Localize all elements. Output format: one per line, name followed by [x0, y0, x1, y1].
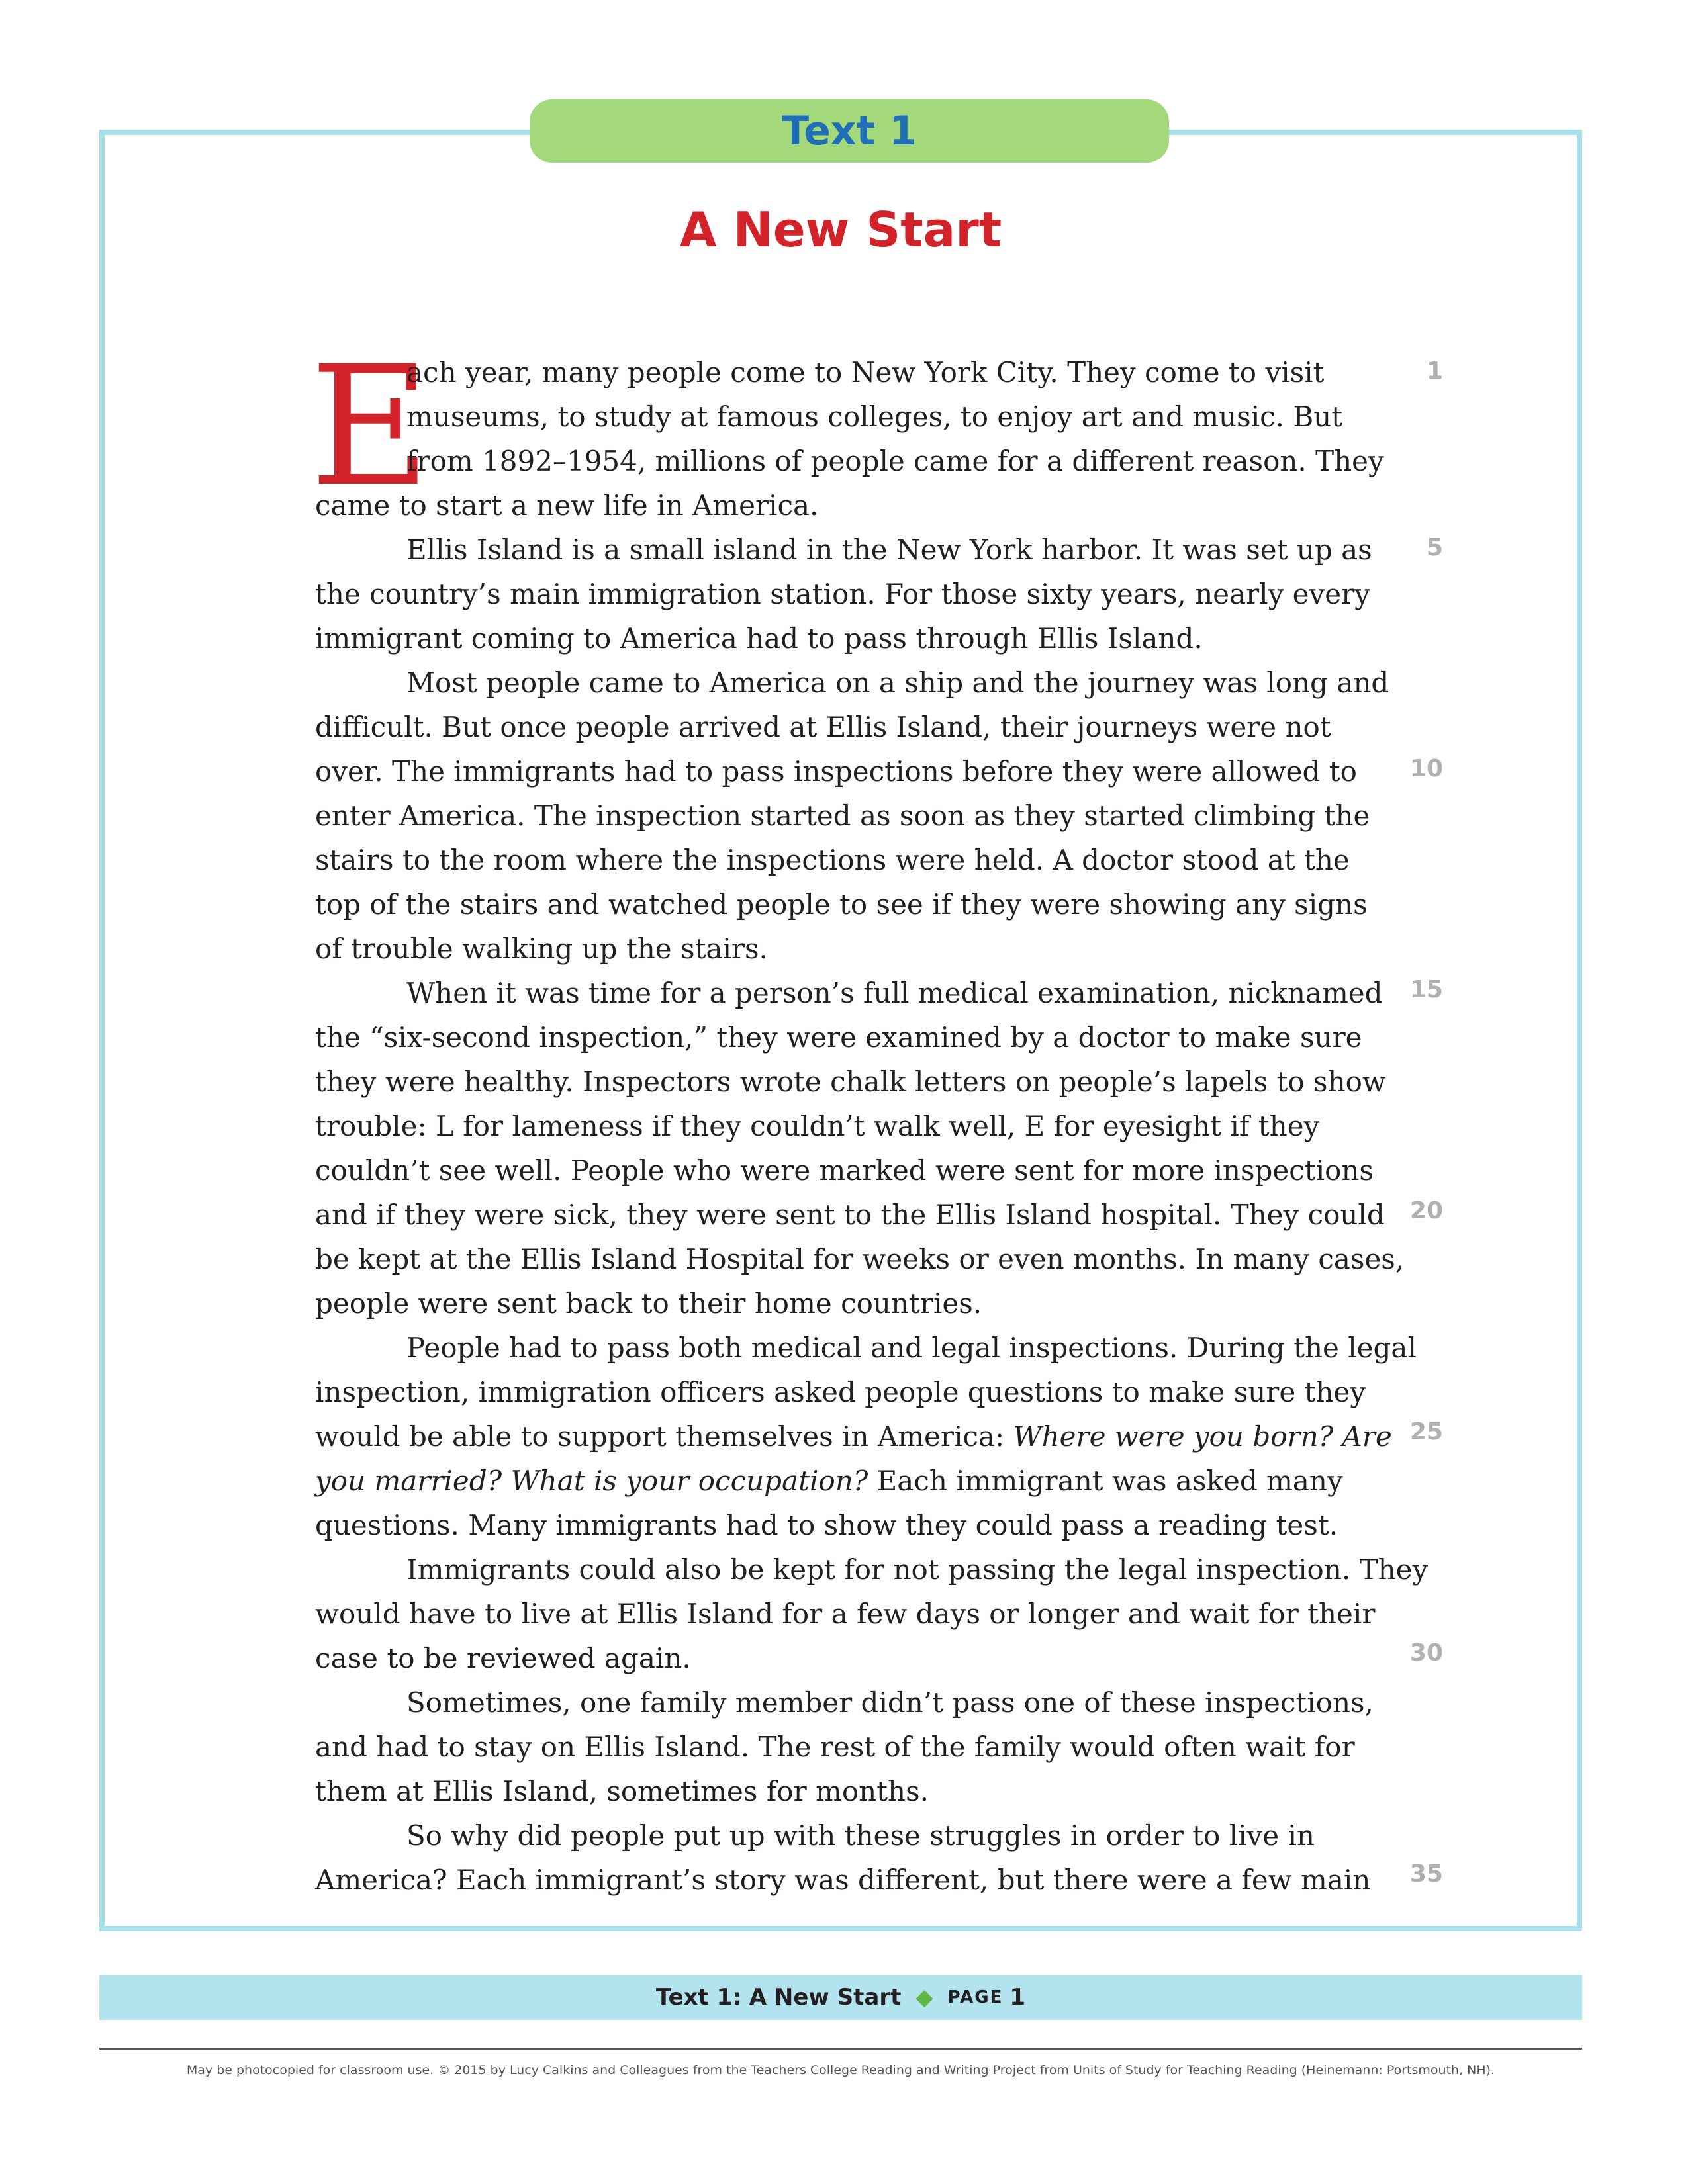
passage-line: America? Each immigrant’s story was different, but there were a few main — [315, 1864, 1371, 1896]
passage-italic: you married? What is your occupation? — [315, 1465, 868, 1497]
line-number: 10 — [1409, 755, 1443, 782]
passage-line: be kept at the Ellis Island Hospital for weeks or even months. In many cases, — [315, 1243, 1405, 1275]
footer-page-number: 1 — [1009, 1984, 1026, 2011]
line-number: 5 — [1426, 534, 1443, 561]
passage-line: couldn’t see well. People who were marked were sent for more inspections — [315, 1154, 1374, 1187]
passage-line: Immigrants could also be kept for not passing the legal inspection. They — [406, 1553, 1429, 1586]
passage-line: would have to live at Ellis Island for a few days or longer and wait for their — [315, 1598, 1376, 1630]
footer-band — [99, 1975, 1582, 2020]
passage-line: questions. Many immigrants had to show they could pass a reading test. — [315, 1509, 1338, 1541]
passage-line: difficult. But once people arrived at Ellis Island, their journeys were not — [315, 711, 1331, 743]
footer-page-label: PAGE — [947, 1987, 1004, 2007]
passage-line: the country’s main immigration station. For those sixty years, nearly every — [315, 578, 1370, 610]
passage-text: Each immigrant was asked many — [868, 1465, 1343, 1497]
passage-line: stairs to the room where the inspections were held. A doctor stood at the — [315, 844, 1350, 876]
line-number: 15 — [1409, 976, 1443, 1003]
drop-cap: E — [310, 330, 431, 523]
passage-line: trouble: L for lameness if they couldn’t walk well, E for eyesight if they — [315, 1110, 1320, 1142]
passage-line: inspection, immigration officers asked people questions to make sure they — [315, 1376, 1366, 1408]
text-tab — [530, 99, 1169, 163]
passage-line: When it was time for a person’s full medical examination, nicknamed — [406, 977, 1383, 1009]
text-tab-label: Text 1 — [782, 108, 917, 154]
passage-line: case to be reviewed again. — [315, 1642, 691, 1674]
passage-line: came to start a new life in America. — [315, 489, 819, 522]
passage-line: the “six-second inspection,” they were examined by a doctor to make sure — [315, 1021, 1362, 1054]
line-number: 30 — [1409, 1639, 1443, 1666]
line-number: 35 — [1409, 1860, 1443, 1888]
passage-line: people were sent back to their home countries. — [315, 1287, 982, 1320]
passage-line — [315, 1459, 1387, 1503]
copyright-notice: May be photocopied for classroom use. © 2015 by Lucy Calkins and Colleagues from the Teachers College Reading and Writing Project from Units of Study for Teaching Reading (Heinemann: Portsmouth, NH). — [186, 2063, 1495, 2077]
line-number: 25 — [1409, 1418, 1443, 1445]
passage-line: Ellis Island is a small island in the New York harbor. It was set up as — [406, 533, 1372, 566]
line-number: 1 — [1426, 357, 1443, 385]
passage-line: So why did people put up with these struggles in order to live in — [406, 1819, 1315, 1852]
passage-line: Most people came to America on a ship and the journey was long and — [406, 666, 1389, 699]
passage-line: them at Ellis Island, sometimes for months. — [315, 1775, 929, 1807]
passage-line: and if they were sick, they were sent to the Ellis Island hospital. They could — [315, 1199, 1385, 1231]
passage-line: top of the stairs and watched people to see if they were showing any signs — [315, 888, 1368, 921]
passage-line: and had to stay on Ellis Island. The rest of the family would often wait for — [315, 1731, 1355, 1763]
footer-title: Text 1: A New Start — [655, 1984, 902, 2011]
footer-divider — [99, 2048, 1582, 2050]
passage-line: of trouble walking up the stairs. — [315, 933, 768, 965]
passage-line: People had to pass both medical and legal inspections. During the legal — [406, 1332, 1417, 1364]
line-number: 20 — [1409, 1197, 1443, 1224]
passage-line — [315, 1414, 1392, 1459]
passage-line: over. The immigrants had to pass inspections before they were allowed to — [315, 755, 1357, 788]
passage-line: they were healthy. Inspectors wrote chalk letters on people’s lapels to show — [315, 1066, 1386, 1098]
passage-line: ach year, many people come to New York City. They come to visit — [406, 356, 1325, 388]
diamond-icon: ◆ — [915, 1984, 933, 2011]
passage-line: immigrant coming to America had to pass through Ellis Island. — [315, 622, 1203, 655]
passage-line: museums, to study at famous colleges, to enjoy art and music. But — [406, 400, 1343, 433]
passage-line: from 1892–1954, millions of people came for a different reason. They — [406, 445, 1384, 477]
passage-italic: Where were you born? Are — [1013, 1420, 1392, 1453]
page-title: A New Start — [679, 202, 1002, 257]
passage-line: enter America. The inspection started as soon as they started climbing the — [315, 799, 1370, 832]
passage-text: would be able to support themselves in America: — [315, 1420, 1013, 1453]
passage-line: Sometimes, one family member didn’t pass one of these inspections, — [406, 1686, 1374, 1719]
